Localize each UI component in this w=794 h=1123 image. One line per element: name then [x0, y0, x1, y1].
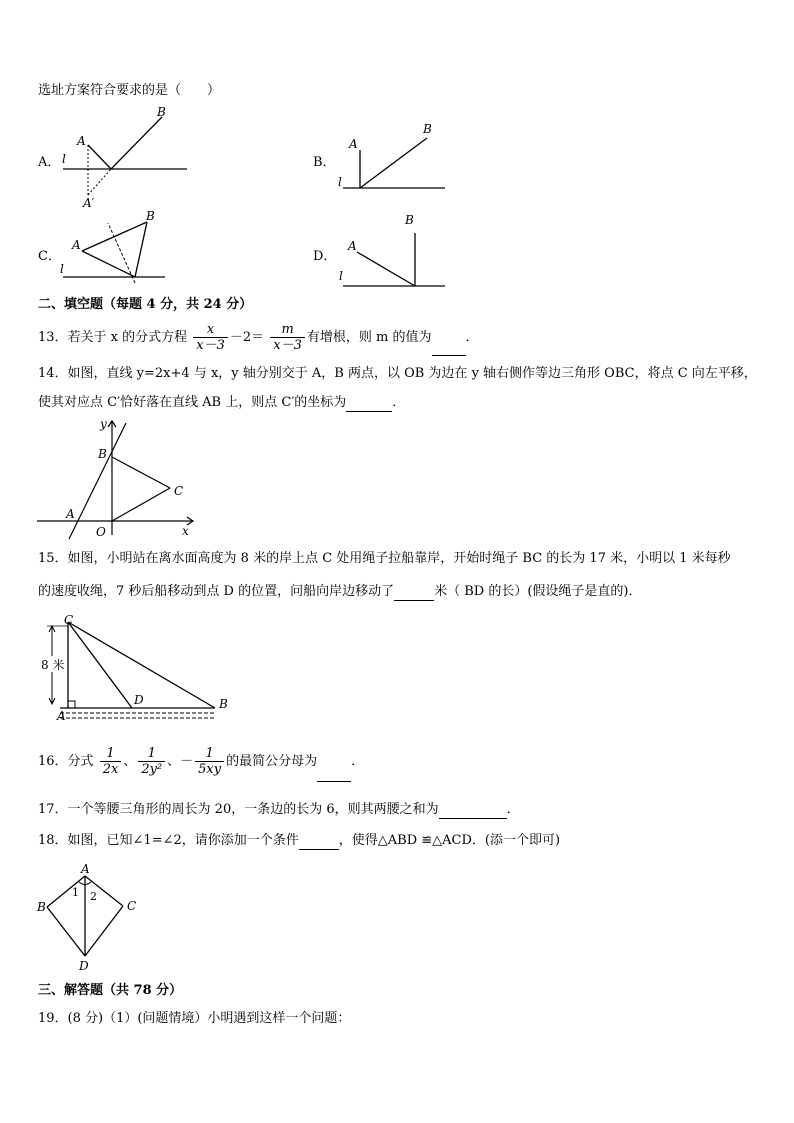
q16-end: ． [351, 754, 365, 769]
q13-frac-1-num: x [193, 322, 228, 338]
option-d-line-l: l [339, 269, 343, 283]
q17-text: 17．一个等腰三角形的周长为 20，一条边的长为 6，则其两腰之和为 [38, 802, 439, 817]
q15-line-2 [38, 583, 641, 601]
q14-label-o: O [96, 525, 106, 539]
q15-label-c: C [64, 613, 74, 627]
q13-frac-1-den: x－3 [196, 338, 225, 353]
option-b-point-a: A [349, 137, 358, 151]
option-b-label: B． [313, 155, 336, 170]
q19: 19．(8 分)（1）(问题情境）小明遇到这样一个问题： [38, 1011, 351, 1026]
q17 [38, 801, 520, 819]
q18-angle-1: 1 [72, 886, 79, 899]
q15-height-label: 8 米 [41, 658, 65, 672]
q18-figure [35, 860, 145, 975]
q14-label-b: B [98, 447, 107, 461]
q16-sep-1: 、 [123, 754, 137, 769]
q14-end: ． [392, 395, 406, 410]
q13-frac-1 [193, 322, 228, 353]
option-a-point-a: A [77, 134, 86, 148]
option-c-point-b: B [146, 209, 155, 223]
q15-line-2-tail: 米（ BD 的长）(假设绳子是直的)． [434, 584, 642, 599]
option-b-figure [335, 118, 455, 196]
q18-suffix: ，使得△ABD ≌△ACD．(添一个即可) [338, 833, 561, 848]
q16-frac-2-den: 2y² [141, 762, 163, 777]
q14-line-2-text: 使其对应点 C′恰好落在直线 AB 上，则点 C′的坐标为 [38, 395, 347, 410]
option-a-point-b: B [157, 105, 166, 119]
option-d-figure [335, 208, 455, 290]
q17-end: ． [506, 802, 520, 817]
q13-answer-blank[interactable] [432, 343, 466, 356]
section-2-title: 二、填空题（每题 4 分，共 24 分） [38, 297, 253, 312]
q13-end: ． [465, 330, 479, 345]
q15-answer-blank[interactable] [394, 588, 434, 601]
q14-label-a: A [66, 507, 75, 521]
q14-line-1: 14．如图，直线 y=2x+4 与 x，y 轴分别交于 A，B 两点，以 OB 为边在 y 轴右侧作等边三角形 OBC，将点 C 向左平移， [38, 366, 757, 381]
q18-prefix: 18．如图，已知∠1=∠2，请你添加一个条件 [38, 833, 299, 848]
section-3-title: 三、解答题（共 78 分） [38, 983, 183, 998]
q16-suffix: 的最简公分母为 [226, 754, 318, 769]
q12-stem: 选址方案符合要求的是（ ） [38, 83, 221, 98]
q16-frac-3-num: 1 [195, 746, 224, 762]
option-a-label: A． [38, 155, 61, 170]
q16-frac-2-num: 1 [138, 746, 165, 762]
q18-label-c: C [127, 899, 137, 913]
q16-frac-1-num: 1 [100, 746, 122, 762]
q13 [38, 320, 479, 356]
q18-angle-2: 2 [90, 890, 97, 903]
option-c-point-a: A [72, 238, 81, 252]
option-c-figure [55, 205, 175, 290]
q18-label-b: B [37, 900, 46, 914]
q18 [38, 832, 560, 850]
option-c-line-l: l [60, 262, 64, 276]
q18-label-a: A [81, 862, 90, 876]
q13-minus: －2＝ [229, 330, 265, 345]
q16-prefix: 16．分式 [38, 754, 94, 769]
q15-label-d: D [134, 693, 144, 707]
q17-answer-blank[interactable] [439, 806, 507, 819]
option-d-point-b: B [405, 213, 414, 227]
q14-figure [35, 415, 205, 540]
q14-line-2 [38, 394, 405, 412]
q15-label-a: A [57, 709, 66, 723]
q13-frac-2-den: x－3 [273, 338, 302, 353]
option-a-point-a-prime: A′ [83, 196, 95, 210]
q16-frac-3-den: 5xy [198, 762, 222, 777]
option-b-point-b: B [423, 122, 432, 136]
option-a-figure [55, 105, 195, 215]
q14-label-x: x [182, 524, 189, 538]
option-d-label: D． [313, 249, 337, 264]
option-c-label: C． [38, 249, 61, 264]
q18-answer-blank[interactable] [299, 837, 339, 850]
q13-frac-2 [270, 322, 305, 353]
q16-answer-blank[interactable] [317, 769, 351, 782]
q16-sep-2: 、－ [167, 754, 194, 769]
option-a-line-l: l [62, 152, 66, 166]
q18-label-d: D [79, 959, 89, 973]
q15-line-2-text: 的速度收绳，7 秒后船移动到点 D 的位置，问船向岸边移动了 [38, 584, 395, 599]
q16 [38, 742, 364, 782]
option-b-line-l: l [338, 175, 342, 189]
q13-prefix: 13．若关于 x 的分式方程 [38, 330, 188, 345]
q13-frac-2-num: m [270, 322, 305, 338]
q16-frac-1-den: 2x [102, 762, 119, 777]
q14-answer-blank[interactable] [346, 399, 392, 412]
q15-label-b: B [219, 697, 228, 711]
option-d-point-a: A [348, 239, 357, 253]
q14-label-y: y [100, 417, 107, 431]
q16-frac-3 [195, 746, 224, 777]
q16-frac-2 [138, 746, 165, 777]
q15-figure [35, 612, 235, 724]
q13-suffix: 有增根，则 m 的值为 [306, 330, 432, 345]
q15-line-1: 15．如图，小明站在离水面高度为 8 米的岸上点 C 处用绳子拉船靠岸，开始时绳子 BC 的长为 17 米，小明以 1 米每秒 [38, 551, 731, 566]
q14-label-c: C [174, 484, 184, 498]
q16-frac-1 [100, 746, 122, 777]
